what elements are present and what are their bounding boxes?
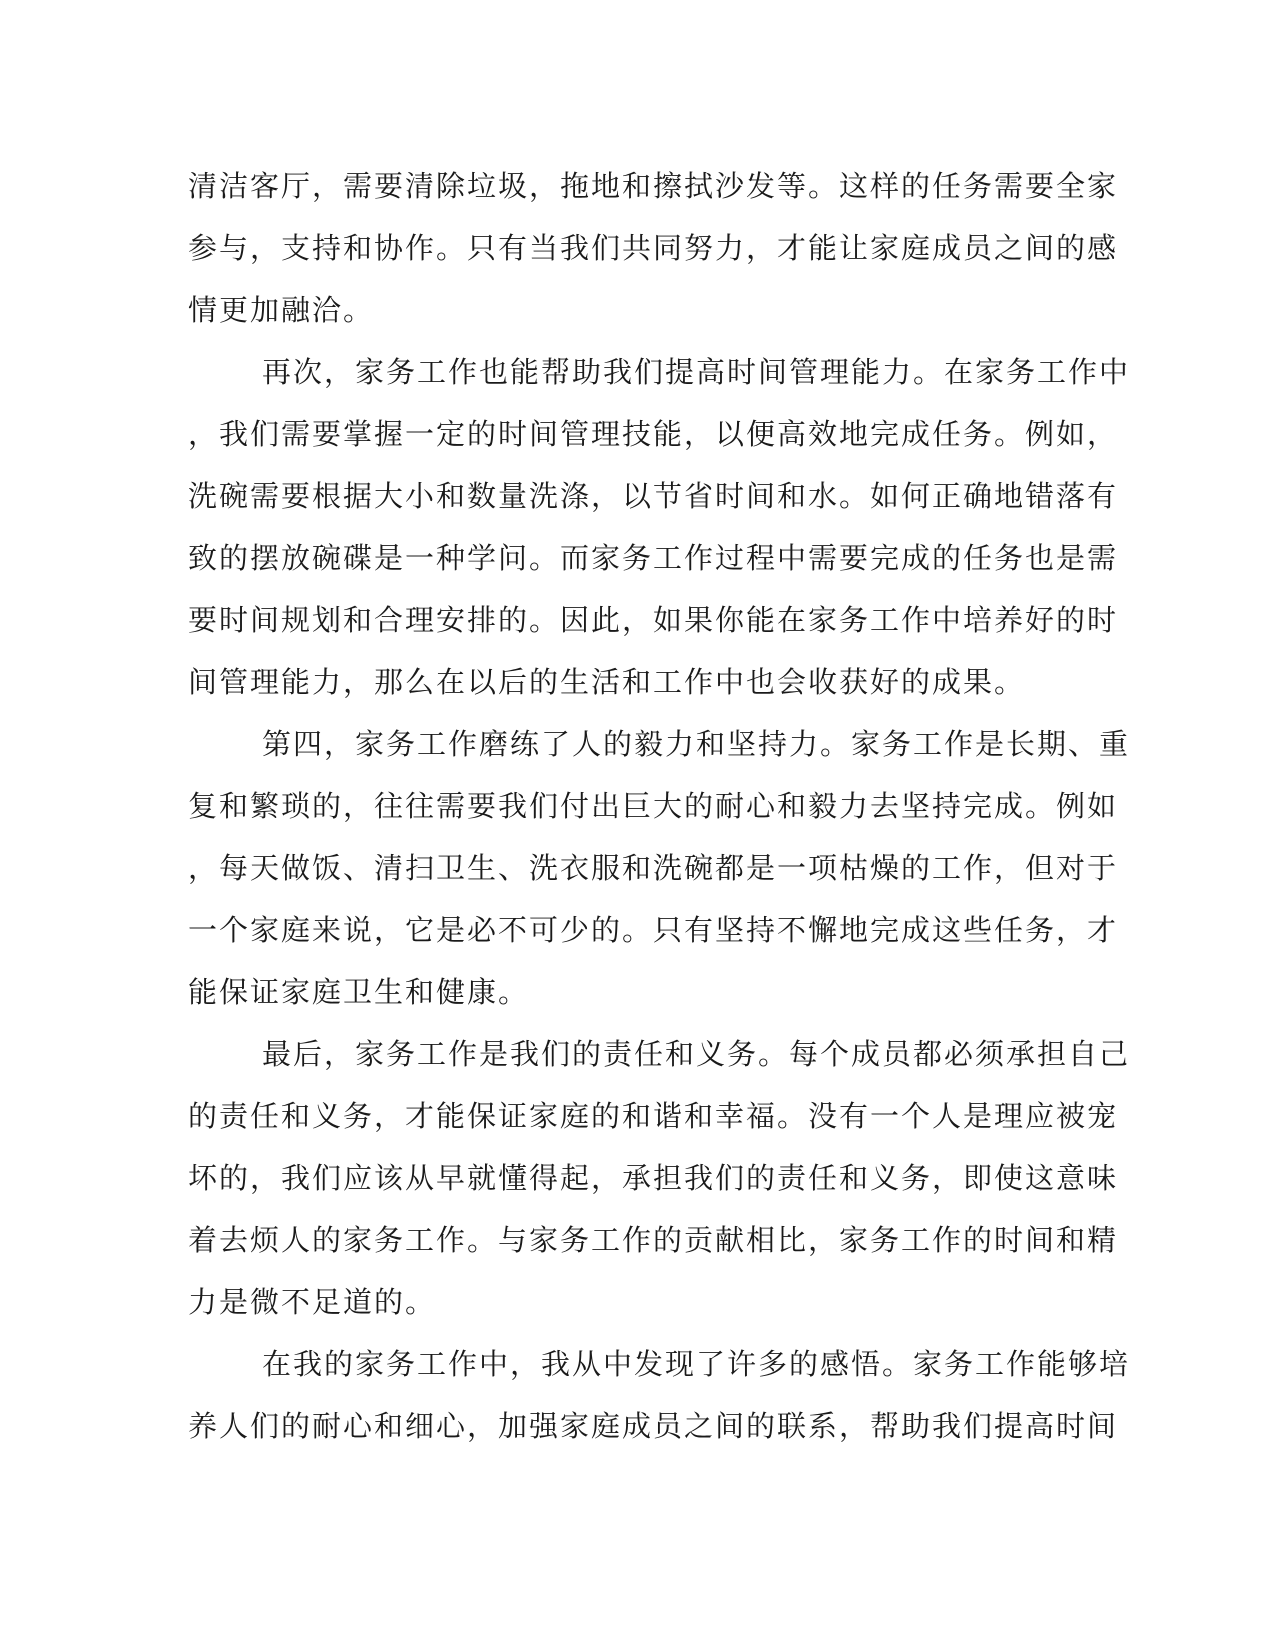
text-line: 清洁客厅，需要清除垃圾，拖地和擦拭沙发等。这样的任务需要全家	[188, 169, 1119, 203]
text-line: 着去烦人的家务工作。与家务工作的贡献相比，家务工作的时间和精	[188, 1223, 1119, 1257]
text-line: 坏的，我们应该从早就懂得起，承担我们的责任和义务，即使这意味	[188, 1161, 1119, 1195]
text-line: 间管理能力，那么在以后的生活和工作中也会收获好的成果。	[188, 665, 1026, 699]
text-line: 参与，支持和协作。只有当我们共同努力，才能让家庭成员之间的感	[188, 231, 1119, 265]
paragraph	[188, 341, 1131, 713]
text-line: ，我们需要掌握一定的时间管理技能，以便高效地完成任务。例如，	[188, 417, 1119, 451]
text-line: 在我的家务工作中，我从中发现了许多的感悟。家务工作能够培	[262, 1347, 1131, 1381]
text-line: 养人们的耐心和细心，加强家庭成员之间的联系，帮助我们提高时间	[188, 1409, 1119, 1443]
paragraph	[188, 713, 1131, 1023]
text-line: 力是微不足道的。	[188, 1285, 437, 1319]
text-line: 致的摆放碗碟是一种学问。而家务工作过程中需要完成的任务也是需	[188, 541, 1119, 575]
text-line: 洗碗需要根据大小和数量洗涤，以节省时间和水。如何正确地错落有	[188, 479, 1119, 513]
text-line: ，每天做饭、清扫卫生、洗衣服和洗碗都是一项枯燥的工作，但对于	[188, 851, 1119, 885]
text-line: 复和繁琐的，往往需要我们付出巨大的耐心和毅力去坚持完成。例如	[188, 789, 1119, 823]
text-line: 能保证家庭卫生和健康。	[188, 975, 530, 1009]
text-line: 要时间规划和合理安排的。因此，如果你能在家务工作中培养好的时	[188, 603, 1119, 637]
text-line: 第四，家务工作磨练了人的毅力和坚持力。家务工作是长期、重	[262, 727, 1131, 761]
text-line: 一个家庭来说，它是必不可少的。只有坚持不懈地完成这些任务，才	[188, 913, 1119, 947]
text-line: 情更加融洽。	[188, 293, 375, 327]
paragraph	[188, 1333, 1131, 1457]
text-line: 再次，家务工作也能帮助我们提高时间管理能力。在家务工作中	[262, 355, 1131, 389]
text-line: 最后，家务工作是我们的责任和义务。每个成员都必须承担自己	[262, 1037, 1131, 1071]
paragraph	[188, 155, 1119, 341]
paragraph	[188, 1023, 1131, 1333]
text-line: 的责任和义务，才能保证家庭的和谐和幸福。没有一个人是理应被宠	[188, 1099, 1119, 1133]
document-body	[188, 155, 1131, 1457]
